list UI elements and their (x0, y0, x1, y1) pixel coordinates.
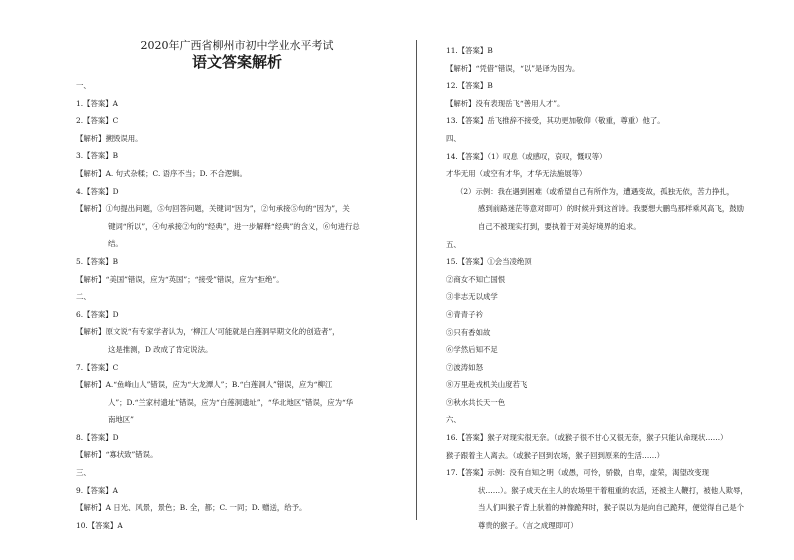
answer-line: 7.【答案】C (76, 362, 119, 372)
answer-line: 17.【答案】示例：没有自知之明（或愚，可怜，骄傲，自卑，虚荣，渴望改变现 (446, 468, 710, 478)
answer-line: 南地区” (108, 415, 134, 425)
answer-line: 感到前路迷茫等意对即可）的时候升到这首诗。我要想大鹏鸟那样乘风高飞，鼓励 (478, 204, 745, 214)
answer-line: 二、 (76, 292, 91, 302)
answer-line: 2.【答案】C (76, 116, 119, 126)
answer-line: 13.【答案】岳飞推辞不接受，其功更加敬仰（敬重，尊重）他了。 (446, 116, 665, 126)
answer-line: ④青青子衿 (446, 309, 483, 319)
answer-line: 【解析】没有表现岳飞“善用人才”。 (446, 98, 565, 108)
answer-line: 【解析】“凭借”错误，“以”是译为因为。 (446, 63, 580, 73)
answer-line: 8.【答案】D (76, 432, 119, 442)
answer-line: 【解析】“美国”错误，应为“英国”；“接受”错误，应为“拒绝”。 (76, 274, 284, 284)
answer-line: 10.【答案】A (76, 520, 123, 530)
answer-line: ⑤只有香如故 (446, 327, 491, 337)
right-answer-list (446, 42, 776, 535)
right-column (446, 42, 776, 535)
answer-line: 人”；D.“兰家村遗址”错误，应为“白莲洞遗址”，“华北地区”错误，应为“华 (108, 397, 354, 407)
answer-line: 【解析】A. 句式杂糅；C. 语序不当；D. 不合逻辑。 (76, 168, 247, 178)
answer-line: 结。 (108, 239, 123, 249)
answer-line: 【解析】A.“鱼峰山人”错误，应为“大龙潭人”；B.“白莲洞人”错误，应为“柳江 (76, 380, 333, 390)
answer-line: 【解析】A 日光、风景，景色；B. 全，都；C. 一同；D. 赠送，给予。 (76, 503, 307, 513)
answer-line: 猴子跟着主人离去。（或猴子回到农场，猴子回到原来的生活……） (446, 450, 665, 460)
answer-line: ⑦波涛如怒 (446, 362, 483, 372)
left-answer-list (76, 77, 398, 534)
answer-line: 四、 (446, 133, 461, 143)
answer-line: 6.【答案】D (76, 309, 119, 319)
answer-line: 1.【答案】A (76, 98, 118, 108)
exam-title: 2020年广西省柳州市初中学业水平考试 (140, 39, 334, 52)
document-title: 语文答案解析 (191, 53, 282, 71)
answer-line: 【解析】“寡状致”错误。 (76, 450, 158, 460)
answer-line: 三、 (76, 468, 91, 478)
answer-line: 当人们叫猴子背上驮着的神像跪拜时，猴子误以为是向自己跪拜，便觉得自己是个 (478, 503, 745, 513)
answer-line: ⑨秋水共长天一色 (446, 397, 506, 407)
answer-line: ⑧万里赴戎机关山度若飞 (446, 380, 528, 390)
answer-line: 【解析】①句提出问题，⑤句回答问题，关键词“因为”，②句承接⑤句的“因为”，关 (76, 204, 350, 214)
answer-line: 4.【答案】D (76, 186, 119, 196)
answer-line: 5.【答案】B (76, 256, 119, 266)
answer-line: 【解析】原文说“有专家学者认为，‘柳江人’可能就是白莲洞早期文化的创造者”， (76, 327, 340, 337)
answer-line: 才华无用（或空有才华，才华无法施展等） (446, 169, 587, 179)
answer-line: 12.【答案】B (446, 81, 493, 91)
answer-line: （2）示例：我在遇到困难（或希望自己有所作为，遭遇变故，孤独无依，苦力挣扎， (456, 186, 735, 196)
answer-line: 【解析】搠毁误用。 (76, 133, 143, 143)
answer-line: 状……）。猴子成天在主人的农场里干着粗重的农活，还被主人鞭打，被他人欺辱， (478, 485, 748, 495)
answer-line: ⑥学然后知不足 (446, 345, 498, 355)
answer-line: 五、 (446, 239, 461, 249)
answer-line: ②商女不知亡国恨 (446, 274, 506, 284)
column-divider (416, 40, 417, 520)
answer-line: 尊贵的猴子。（言之成理即可） (478, 521, 578, 531)
answer-line: 键词“所以”，④句承接②句的“经典”，进一步解释“经典”的含义，⑥句进行总 (108, 221, 360, 231)
answer-line: 3.【答案】B (76, 151, 119, 161)
answer-line: 14.【答案】（1）叹息（或感叹，哀叹，慨叹等） (446, 151, 607, 161)
answer-line: 一、 (76, 81, 91, 90)
answer-line: 15.【答案】①会当凌绝顶 (446, 257, 532, 267)
answer-line: 自己不被现实打到，要执着于对美好境界的追求。 (478, 221, 641, 231)
answer-line: 16.【答案】猴子对现实很无奈。（或猴子很不甘心又很无奈，猴子只能认命现状……） (446, 433, 728, 443)
answer-line: 11.【答案】B (446, 46, 493, 55)
answer-line: 这是推测，D 改成了肯定说法。 (108, 344, 213, 354)
answer-line: 9.【答案】A (76, 485, 118, 495)
answer-line: 六、 (446, 415, 461, 425)
left-column (76, 38, 398, 534)
answer-line: ③非志无以成学 (446, 292, 498, 302)
